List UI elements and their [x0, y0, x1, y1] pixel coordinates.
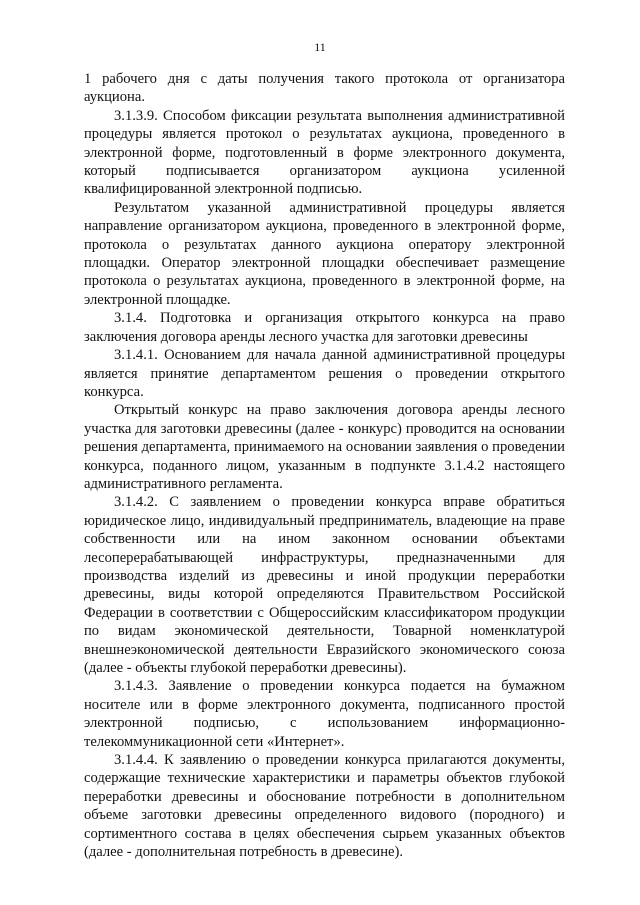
section-heading-paragraph: 3.1.4. Подготовка и организация открытого конкурса на право заключения договора аренды лесного участка для заготовки древесины	[84, 310, 565, 345]
paragraph: 1 рабочего дня с даты получения такого протокола от организатора аукциона.	[84, 71, 565, 106]
paragraph: 3.1.3.9. Способом фиксации результата выполнения административной процедуры является протокол о результатах аукциона, проведенного в электронной форме, подготовленный в форме электронного документа, который подписывается организатором аукциона усиленной квалифицированной электронной подписью.	[84, 107, 565, 198]
paragraph: 3.1.4.2. С заявлением о проведении конкурса вправе обратиться юридическое лицо, индивидуальный предприниматель, владеющие на праве собственности или на ином законном основании объектами лесоперерабатывающей инфраструктуры, предназначенными для производства изделий из древесины и иной продукции переработки древесины, виды которой определяются Правительством Российской Федерации в соответствии с Общероссийским классификатором продукции по видам экономической деятельности, Товарной номенклатурой внешнеэкономической деятельности Евразийского экономического союза (далее - объекты глубокой переработки древесины).	[84, 494, 565, 676]
paragraph: 3.1.4.4. К заявлению о проведении конкурса прилагаются документы, содержащие технические характеристики и параметры объектов глубокой переработки древесины и обоснование потребности в дополнительном объеме заготовки древесины определенного видового (породного) и сортиментного состава в целях обеспечения сырьем указанных объектов (далее - дополнительная потребность в древесине).	[84, 752, 565, 861]
paragraph: 3.1.4.1. Основанием для начала данной административной процедуры является принятие департаментом решения о проведении открытого конкурса.	[84, 347, 565, 400]
paragraph: 3.1.4.3. Заявление о проведении конкурса подается на бумажном носителе или в форме электронного документа, подписанного простой электронной подписью, с использованием информационно-телекоммуникационной сети «Интернет».	[84, 678, 565, 750]
paragraph: Результатом указанной административной процедуры является направление организатором аукциона, проведенного в электронной форме, протокола о результатах данного аукциона оператору электронной площадки. Оператор электронной площадки обеспечивает размещение протокола о результатах аукциона, проведенного в электронной форме, на электронной площадке.	[84, 199, 565, 308]
document-body	[84, 70, 565, 861]
page-number: 11	[314, 40, 326, 54]
paragraph: Открытый конкурс на право заключения договора аренды лесного участка для заготовки древесины (далее - конкурс) проводится на основании решения департамента, принимаемого на основании заявления о проведении конкурса, поданного лицом, указанным в подпункте 3.1.4.2 настоящего административного регламента.	[84, 402, 565, 492]
